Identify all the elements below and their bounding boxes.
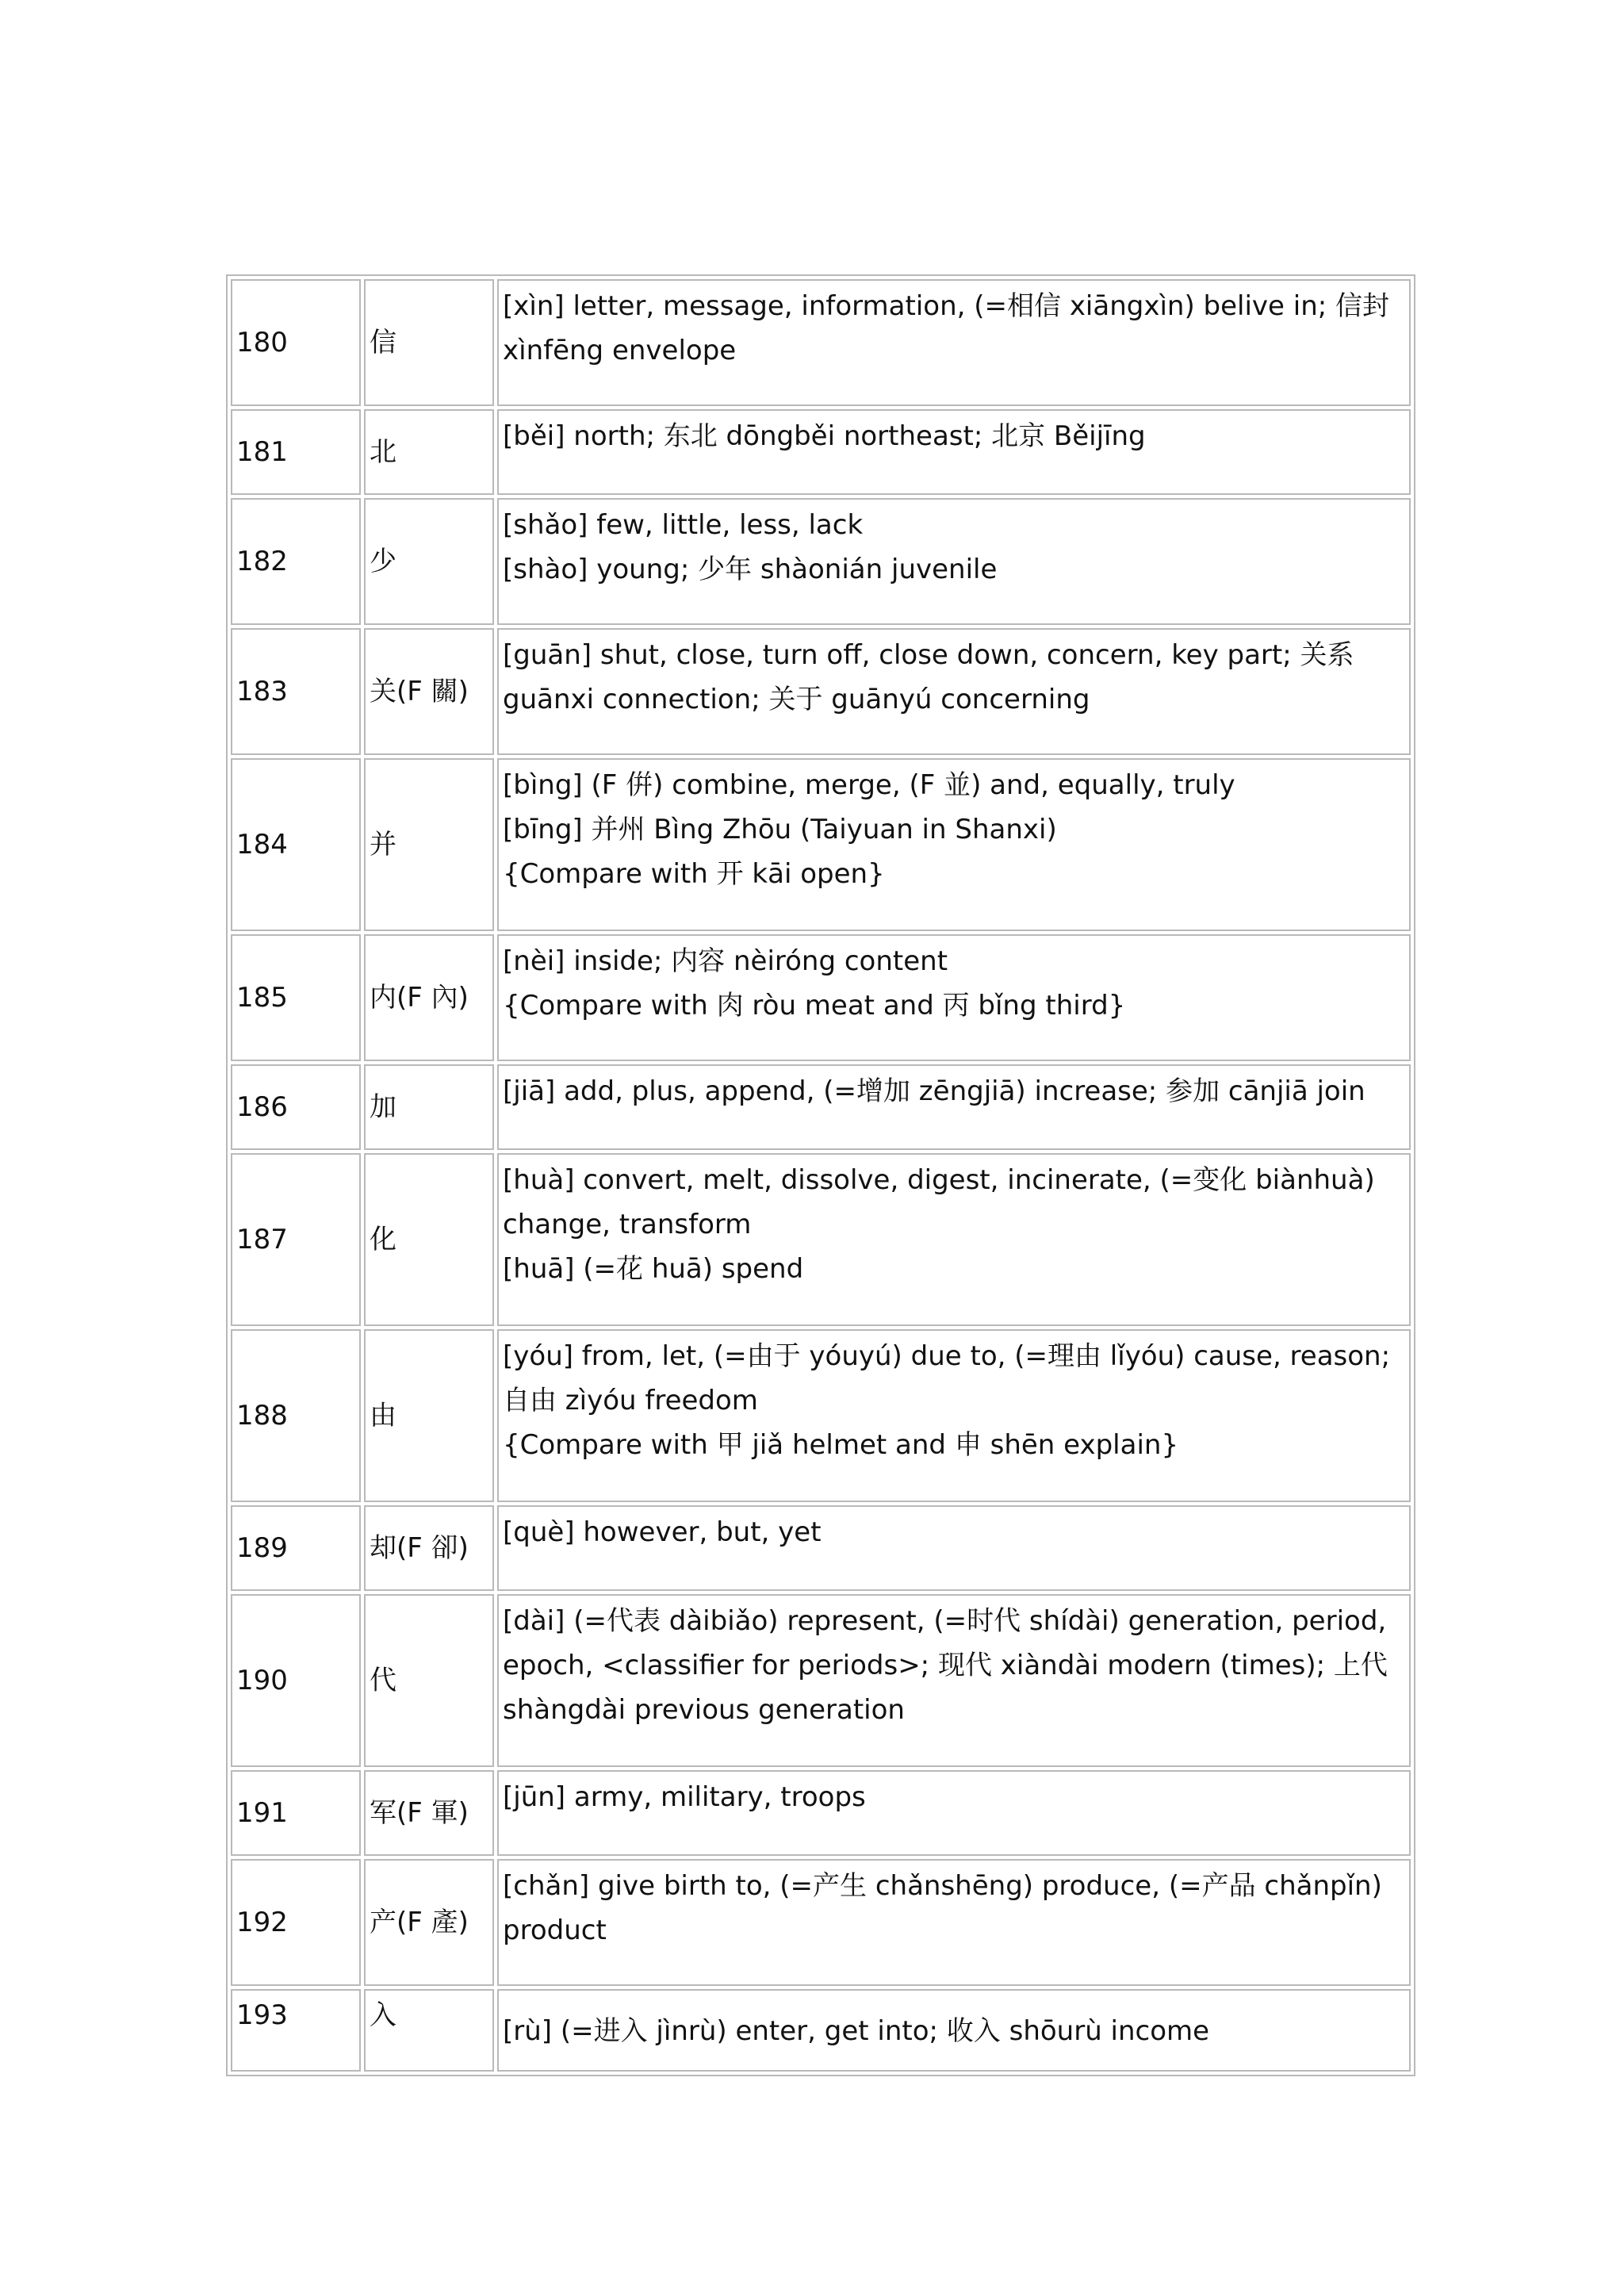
entry-definition-cell [497, 279, 1411, 406]
entry-character-cell [364, 628, 494, 755]
entry-definition-cell [497, 1770, 1411, 1856]
entry-character: 军(F 軍) [370, 1797, 469, 1829]
entry-number: 193 [236, 1999, 288, 2031]
entry-definition-cell [497, 628, 1411, 755]
entry-definition-cell [497, 409, 1411, 495]
entry-character-cell [364, 1594, 494, 1767]
definition-line: [bīng] 并州 Bìng Zhōu (Taiyuan in Shanxi) [503, 814, 1057, 845]
entry-number: 191 [236, 1797, 288, 1829]
entry-number-cell [231, 1989, 361, 2072]
entry-character: 关(F 關) [370, 676, 469, 707]
definition-line: [guān] shut, close, turn off, close down, concern, key part; 关系 guānxi connection; 关于 guānyú concerning [503, 639, 1354, 715]
entry-definition-cell [497, 1989, 1411, 2072]
entry-number-cell [231, 1505, 361, 1591]
entry-definition-cell [497, 1064, 1411, 1150]
entry-number-cell [231, 1329, 361, 1502]
entry-character: 却(F 卻) [370, 1532, 469, 1564]
entry-number-cell [231, 498, 361, 625]
definition-line: {Compare with 甲 jiǎ helmet and 申 shēn explain} [503, 1429, 1179, 1461]
entry-character: 信 [370, 327, 396, 358]
entry-character: 少 [370, 546, 396, 577]
entry-number-cell [231, 934, 361, 1061]
entry-character-cell [364, 1329, 494, 1502]
table-row [231, 1153, 1411, 1326]
entry-definition-cell [497, 1329, 1411, 1502]
entry-number: 186 [236, 1091, 288, 1123]
entry-character-cell [364, 758, 494, 931]
definition-line: [xìn] letter, message, information, (=相信 xiāngxìn) belive in; 信封 xìnfēng envelope [503, 290, 1390, 366]
entry-number-cell [231, 1153, 361, 1326]
definition-line: [běi] north; 东北 dōngběi northeast; 北京 Běijīng [503, 420, 1146, 452]
entry-definition-cell [497, 1594, 1411, 1767]
entry-number-cell [231, 628, 361, 755]
entry-number: 189 [236, 1532, 288, 1564]
entry-definition-cell [497, 1153, 1411, 1326]
definition-line: [rù] (=进入 jìnrù) enter, get into; 收入 shōurù income [503, 2014, 1210, 2047]
table-row [231, 409, 1411, 495]
entry-number: 192 [236, 1907, 288, 1938]
entry-number-cell [231, 758, 361, 931]
table-row [231, 1859, 1411, 1986]
table-row [231, 758, 1411, 931]
entry-character: 内(F 內) [370, 982, 469, 1014]
table-row [231, 1505, 1411, 1591]
entry-number: 183 [236, 676, 288, 707]
entry-number: 180 [236, 327, 288, 358]
definition-line: [shǎo] few, little, less, lack [503, 509, 864, 541]
entry-character-cell [364, 1859, 494, 1986]
table-row [231, 1329, 1411, 1502]
entry-character: 加 [370, 1091, 396, 1123]
table-row [231, 498, 1411, 625]
entry-definition-cell [497, 498, 1411, 625]
entry-number-cell [231, 1064, 361, 1150]
table-row [231, 1064, 1411, 1150]
entry-definition-cell [497, 1859, 1411, 1986]
definition-line: [huā] (=花 huā) spend [503, 1253, 804, 1285]
entry-character-cell [364, 1989, 494, 2072]
entry-number: 188 [236, 1400, 288, 1432]
vocabulary-table [226, 274, 1415, 2076]
entry-character: 化 [370, 1224, 396, 1255]
entry-character: 并 [370, 829, 396, 861]
entry-definition-cell [497, 934, 1411, 1061]
definition-line: [jiā] add, plus, append, (=增加 zēngjiā) increase; 参加 cānjiā join [503, 1075, 1365, 1107]
entry-character-cell [364, 1770, 494, 1856]
definition-line: [jūn] army, military, troops [503, 1781, 866, 1813]
entry-character: 北 [370, 436, 396, 468]
entry-number-cell [231, 279, 361, 406]
entry-character: 代 [370, 1665, 396, 1696]
definition-line: [bìng] (F 倂) combine, merge, (F 並) and, equally, truly [503, 769, 1235, 801]
entry-character-cell [364, 279, 494, 406]
entry-character-cell [364, 409, 494, 495]
definition-line: [nèi] inside; 内容 nèiróng content [503, 945, 948, 977]
table-row [231, 628, 1411, 755]
entry-character-cell [364, 1153, 494, 1326]
entry-number-cell [231, 409, 361, 495]
table-row [231, 934, 1411, 1061]
definition-line: [chǎn] give birth to, (=产生 chǎnshēng) produce, (=产品 chǎnpǐn) product [503, 1870, 1382, 1946]
definition-line: {Compare with 肉 ròu meat and 丙 bǐng third} [503, 990, 1126, 1022]
definition-line: [què] however, but, yet [503, 1516, 822, 1548]
entry-number-cell [231, 1594, 361, 1767]
definition-line: [shào] young; 少年 shàonián juvenile [503, 554, 998, 585]
entry-number: 187 [236, 1224, 288, 1255]
entry-character: 入 [370, 1999, 396, 2031]
table-row [231, 1770, 1411, 1856]
entry-character-cell [364, 498, 494, 625]
vocabulary-table-body [231, 279, 1411, 2072]
entry-character: 产(F 產) [370, 1907, 469, 1938]
definition-line: [yóu] from, let, (=由于 yóuyú) due to, (=理由 lǐyóu) cause, reason; 自由 zìyóu freedom [503, 1340, 1391, 1416]
entry-definition-cell [497, 758, 1411, 931]
entry-number: 181 [236, 436, 288, 468]
entry-character-cell [364, 1064, 494, 1150]
definition-line: {Compare with 开 kāi open} [503, 858, 885, 890]
table-row [231, 1594, 1411, 1767]
entry-number: 182 [236, 546, 288, 577]
table-row [231, 279, 1411, 406]
entry-number: 190 [236, 1665, 288, 1696]
entry-definition-cell [497, 1505, 1411, 1591]
entry-character: 由 [370, 1400, 396, 1432]
entry-number-cell [231, 1770, 361, 1856]
definition-line: [dài] (=代表 dàibiǎo) represent, (=时代 shídài) generation, period, epoch, <classifier for periods>; 现代 xiàndài modern (times); 上代 shàngdài previous generation [503, 1605, 1388, 1726]
entry-number: 184 [236, 829, 288, 861]
entry-character-cell [364, 1505, 494, 1591]
table-row [231, 1989, 1411, 2072]
entry-number: 185 [236, 982, 288, 1014]
entry-number-cell [231, 1859, 361, 1986]
entry-character-cell [364, 934, 494, 1061]
definition-line: [huà] convert, melt, dissolve, digest, incinerate, (=变化 biànhuà) change, transform [503, 1164, 1375, 1240]
